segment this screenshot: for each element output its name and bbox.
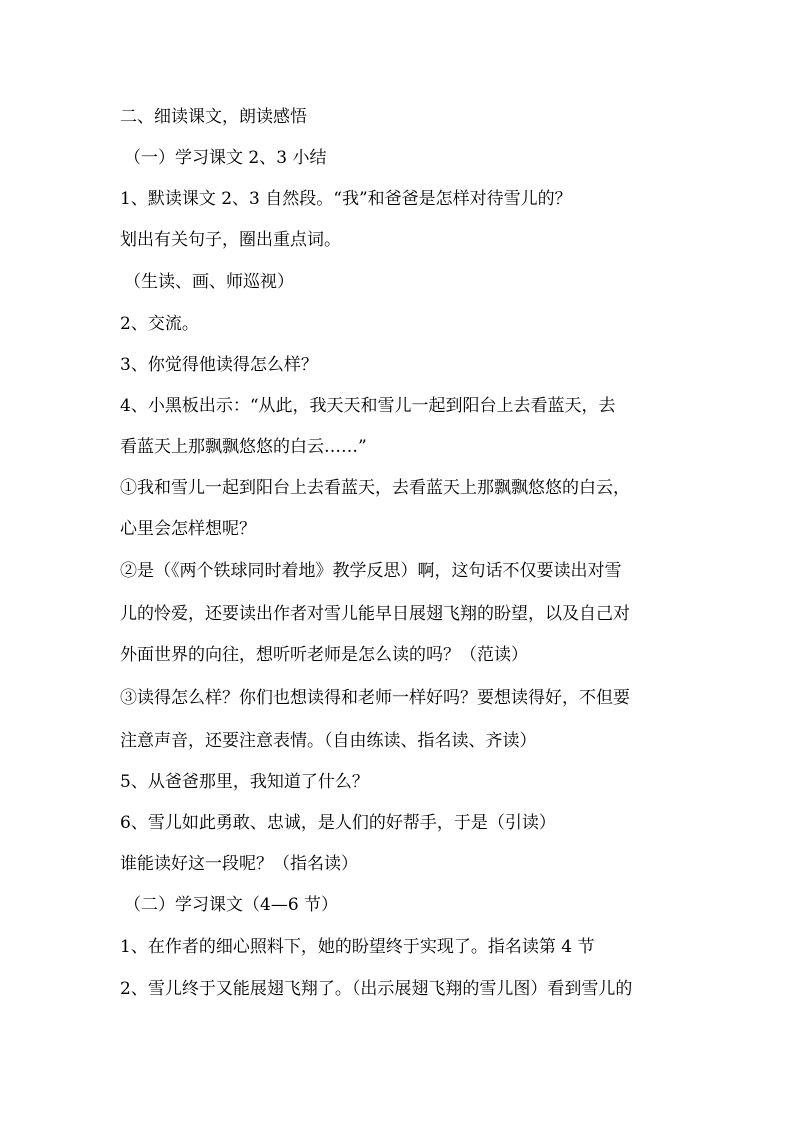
subsection-heading: （二）学习课文（4—6 节） — [124, 895, 339, 915]
paragraph-line: ②是（《两个铁球同时着地》教学反思）啊，这句话不仅要读出对雪 — [120, 561, 622, 581]
paragraph-line: 心里会怎样想呢？ — [120, 519, 256, 539]
paragraph-line: 谁能读好这一段呢？（指名读） — [120, 854, 358, 874]
paragraph-line: 划出有关句子，圈出重点词。 — [120, 230, 341, 250]
paragraph-line: （生读、画、师巡视） — [124, 272, 294, 292]
subsection-heading: （一）学习课文 2、3 小结 — [124, 148, 327, 168]
section-heading: 二、细读课文，朗读感悟 — [120, 107, 307, 127]
paragraph-line: 看蓝天上那飘飘悠悠的白云……” — [120, 437, 367, 457]
paragraph-line: ①我和雪儿一起到阳台上去看蓝天，去看蓝天上那飘飘悠悠的白云， — [120, 478, 630, 498]
paragraph-line: 2、交流。 — [120, 314, 199, 334]
paragraph-line: 5、从爸爸那里，我知道了什么？ — [120, 772, 369, 792]
paragraph-line: 1、默读课文 2、3 自然段。“我”和爸爸是怎样对待雪儿的？ — [120, 189, 572, 209]
paragraph-line: 儿的怜爱，还要读出作者对雪儿能早日展翅飞翔的盼望，以及自己对 — [120, 604, 630, 624]
paragraph-line: 2、雪儿终于又能展翅飞翔了。（出示展翅飞翔的雪儿图）看到雪儿的 — [120, 979, 633, 999]
paragraph-line: 1、在作者的细心照料下，她的盼望终于实现了。指名读第 4 节 — [120, 937, 595, 957]
paragraph-line: 6、雪儿如此勇敢、忠诚，是人们的好帮手，于是（引读） — [120, 813, 556, 833]
paragraph-line: 3、你觉得他读得怎么样？ — [120, 355, 318, 375]
paragraph-line: ③读得怎么样？你们也想读得和老师一样好吗？要想读得好，不但要 — [120, 688, 630, 708]
paragraph-line: 4、小黑板出示：“从此，我天天和雪儿一起到阳台上去看蓝天，去 — [120, 396, 616, 416]
paragraph-line: 注意声音，还要注意表情。（自由练读、指名读、齐读） — [120, 731, 537, 751]
paragraph-line: 外面世界的向往，想听听老师是怎么读的吗？（范读） — [120, 645, 528, 665]
